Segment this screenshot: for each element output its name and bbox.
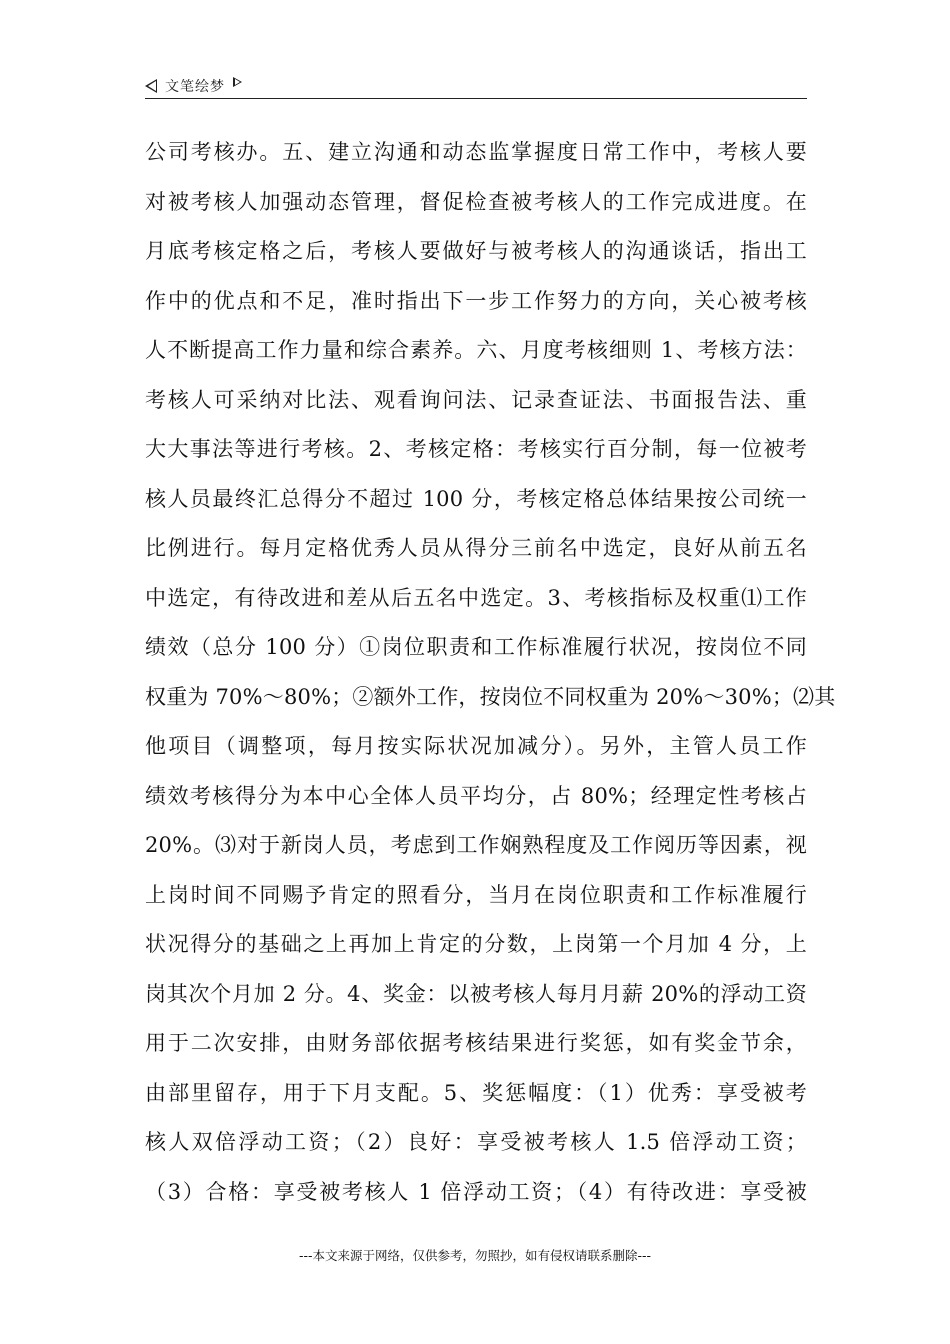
body-line: 对被考核人加强动态管理，督促检查被考核人的工作完成进度。在 [145, 189, 807, 214]
body-line: 他项目（调整项，每月按实际状况加减分）。另外，主管人员工作 [145, 734, 807, 758]
body-line: 岗其次个月加 2 分。4、奖金：以被考核人每月月薪 20%的浮动工资 [145, 981, 807, 1006]
body-line: 20%。⑶对于新岗人员，考虑到工作娴熟程度及工作阅历等因素，视 [145, 833, 807, 857]
body-line: 考核人可采纳对比法、观看询问法、记录查证法、书面报告法、重 [145, 387, 807, 412]
body-line: 核人员最终汇总得分不超过 100 分，考核定格总体结果按公司统一 [145, 486, 807, 511]
page-header [145, 74, 807, 99]
body-line: 人不断提高工作力量和综合素养。六、月度考核细则 1、考核方法： [145, 338, 807, 362]
body-line: 核人双倍浮动工资；（2）良好：享受被考核人 1.5 倍浮动工资； [145, 1130, 807, 1154]
body-line: 公司考核办。五、建立沟通和动态监掌握度日常工作中，考核人要 [145, 140, 807, 164]
header-title: 文笔绘梦 [165, 79, 225, 95]
triangle-right-outline-icon [233, 77, 242, 87]
body-line: 月底考核定格之后，考核人要做好与被考核人的沟通谈话，指出工 [145, 239, 807, 263]
document-body [145, 128, 836, 1217]
page-footer: ---本文来源于网络，仅供参考，勿照抄，如有侵权请联系删除--- [298, 1248, 652, 1263]
body-line: 比例进行。每月定格优秀人员从得分三前名中选定，良好从前五名 [145, 536, 807, 560]
body-line: 中选定，有待改进和差从后五名中选定。3、考核指标及权重⑴工作 [145, 585, 807, 610]
body-line: 绩效（总分 100 分）①岗位职责和工作标准履行状况，按岗位不同 [145, 635, 807, 659]
body-line: 由部里留存，用于下月支配。5、奖惩幅度：（1）优秀：享受被考 [145, 1080, 807, 1105]
body-line: （3）合格：享受被考核人 1 倍浮动工资；（4）有待改进：享受被 [145, 1179, 807, 1204]
body-line: 用于二次安排，由财务部依据考核结果进行奖惩，如有奖金节余， [145, 1031, 807, 1055]
body-line: 权重为 70%～80%；②额外工作，按岗位不同权重为 20%～30%；⑵其 [145, 684, 836, 709]
body-line: 大大事法等进行考核。2、考核定格：考核实行百分制，每一位被考 [145, 437, 807, 461]
triangle-left-outline-icon [145, 79, 157, 93]
body-line: 状况得分的基础之上再加上肯定的分数，上岗第一个月加 4 分，上 [145, 932, 807, 956]
body-line: 上岗时间不同赐予肯定的照看分，当月在岗位职责和工作标准履行 [145, 882, 807, 907]
body-line: 绩效考核得分为本中心全体人员平均分，占 80%；经理定性考核占 [145, 783, 807, 808]
body-line: 作中的优点和不足，准时指出下一步工作努力的方向，关心被考核 [145, 288, 807, 313]
